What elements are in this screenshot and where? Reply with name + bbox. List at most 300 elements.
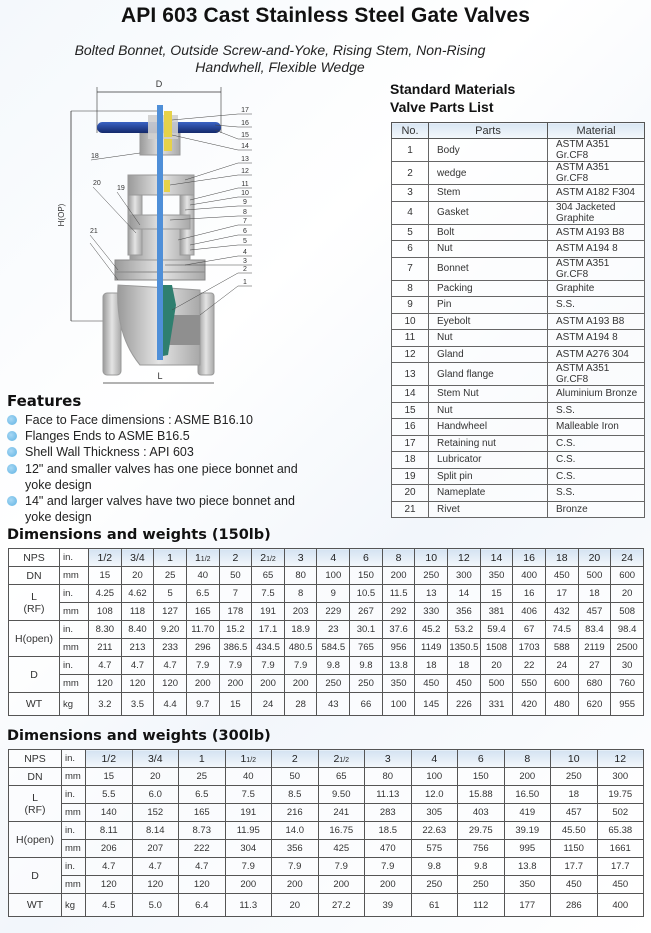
value-cell: 67	[513, 621, 546, 639]
value-cell: 13	[415, 585, 448, 603]
parts-cell-no: 21	[392, 501, 429, 518]
value-cell: 65	[252, 567, 285, 585]
value-cell: 23	[317, 621, 350, 639]
value-cell: 17.7	[597, 858, 644, 876]
value-cell: 13.8	[382, 657, 415, 675]
value-cell: 4.7	[179, 858, 226, 876]
value-cell: 8.11	[86, 822, 133, 840]
table-150lb-title: Dimensions and weights (150lb)	[7, 527, 271, 543]
value-cell: 80	[365, 768, 412, 786]
value-cell: 267	[350, 603, 383, 621]
row-unit: in.	[62, 858, 86, 876]
row-unit: mm	[62, 876, 86, 894]
nps-cell: 12	[448, 549, 481, 567]
parts-cell-no: 6	[392, 241, 429, 258]
value-cell: 127	[154, 603, 187, 621]
callout-label-15: 15	[241, 132, 249, 139]
parts-cell-no: 15	[392, 402, 429, 419]
value-cell: 18	[415, 657, 448, 675]
parts-cell-no: 11	[392, 330, 429, 347]
col-no: No.	[392, 123, 429, 139]
parts-cell-no: 19	[392, 468, 429, 485]
nps-cell: 4	[317, 549, 350, 567]
value-cell: 191	[225, 804, 272, 822]
value-cell: 381	[480, 603, 513, 621]
value-cell: 7.9	[284, 657, 317, 675]
feature-item	[7, 412, 307, 428]
value-cell: 65	[318, 768, 365, 786]
parts-row	[392, 501, 645, 518]
value-cell: 7.9	[365, 858, 412, 876]
value-cell: 8.40	[121, 621, 154, 639]
value-cell: 4.5	[86, 894, 133, 917]
parts-cell-part: Pin	[429, 297, 548, 314]
value-cell: 250	[415, 567, 448, 585]
parts-cell-no: 9	[392, 297, 429, 314]
value-cell: 19.75	[597, 786, 644, 804]
value-cell: 9.8	[458, 858, 505, 876]
callout-label-9: 9	[243, 199, 247, 206]
row-label: NPS	[9, 549, 60, 567]
value-cell: 250	[458, 876, 505, 894]
parts-cell-part: Stem Nut	[429, 386, 548, 403]
feature-item	[7, 493, 307, 525]
row-unit: mm	[60, 567, 89, 585]
nps-cell: 11/2	[186, 549, 219, 567]
value-cell: 165	[179, 804, 226, 822]
feature-item	[7, 461, 307, 493]
value-cell: 7.5	[252, 585, 285, 603]
value-cell: 434.5	[252, 639, 285, 657]
value-cell: 1703	[513, 639, 546, 657]
parts-cell-part: Nut	[429, 402, 548, 419]
row-unit: kg	[60, 693, 89, 716]
callout-leader-14	[172, 135, 238, 150]
parts-cell-material: ASTM A193 B8	[548, 224, 645, 241]
parts-row	[392, 257, 645, 280]
value-cell: 7.9	[272, 858, 319, 876]
dimension-label-l: L	[157, 371, 163, 381]
row-unit: in.	[60, 621, 89, 639]
data-row	[9, 876, 644, 894]
value-cell: 432	[545, 603, 578, 621]
value-cell: 80	[284, 567, 317, 585]
parts-cell-no: 5	[392, 224, 429, 241]
callout-label-17: 17	[241, 107, 249, 114]
value-cell: 403	[458, 804, 505, 822]
subtitle	[60, 42, 500, 76]
value-cell: 200	[272, 876, 319, 894]
table-300lb-title: Dimensions and weights (300lb)	[7, 728, 271, 744]
value-cell: 200	[186, 675, 219, 693]
value-cell: 1661	[597, 840, 644, 858]
value-cell: 450	[551, 876, 598, 894]
value-cell: 59.4	[480, 621, 513, 639]
value-cell: 20	[132, 768, 179, 786]
value-cell: 955	[611, 693, 644, 716]
value-cell: 3.2	[89, 693, 122, 716]
parts-cell-material: C.S.	[548, 452, 645, 469]
parts-cell-part: wedge	[429, 162, 548, 185]
value-cell: 25	[179, 768, 226, 786]
parts-row	[392, 402, 645, 419]
subtitle-line-2: Handwhell, Flexible Wedge	[195, 59, 365, 75]
parts-cell-part: Lubricator	[429, 452, 548, 469]
nps-cell: 24	[611, 549, 644, 567]
value-cell: 2119	[578, 639, 611, 657]
nps-cell: 21/2	[318, 750, 365, 768]
value-cell: 9.50	[318, 786, 365, 804]
data-row	[9, 894, 644, 917]
value-cell: 7.9	[252, 657, 285, 675]
parts-cell-material: Aluminium Bronze	[548, 386, 645, 403]
value-cell: 177	[504, 894, 551, 917]
parts-row	[392, 224, 645, 241]
value-cell: 286	[551, 894, 598, 917]
parts-row	[392, 280, 645, 297]
value-cell: 250	[411, 876, 458, 894]
value-cell: 200	[365, 876, 412, 894]
data-row	[9, 567, 644, 585]
nps-cell: 8	[382, 549, 415, 567]
row-label: D	[9, 657, 60, 693]
callout-label-3: 3	[243, 258, 247, 265]
col-material: Material	[548, 123, 645, 139]
data-row	[9, 675, 644, 693]
nps-cell: 1/2	[86, 750, 133, 768]
value-cell: 995	[504, 840, 551, 858]
value-cell: 18.5	[365, 822, 412, 840]
parts-row	[392, 185, 645, 202]
value-cell: 292	[382, 603, 415, 621]
row-unit: mm	[60, 603, 89, 621]
value-cell: 145	[415, 693, 448, 716]
parts-cell-material: S.S.	[548, 297, 645, 314]
nps-header-row	[9, 750, 644, 768]
value-cell: 233	[154, 639, 187, 657]
data-row	[9, 840, 644, 858]
value-cell: 330	[415, 603, 448, 621]
value-cell: 4.7	[154, 657, 187, 675]
callout-label-2: 2	[243, 266, 247, 273]
value-cell: 45.2	[415, 621, 448, 639]
row-unit: mm	[60, 675, 89, 693]
value-cell: 9	[317, 585, 350, 603]
nps-cell: 6	[458, 750, 505, 768]
value-cell: 9.8	[350, 657, 383, 675]
callout-label-5: 5	[243, 238, 247, 245]
value-cell: 450	[597, 876, 644, 894]
value-cell: 400	[513, 567, 546, 585]
value-cell: 100	[411, 768, 458, 786]
value-cell: 6.0	[132, 786, 179, 804]
row-label: DN	[9, 567, 60, 585]
parts-table-header	[392, 123, 645, 139]
row-label: L (RF)	[9, 786, 62, 822]
callout-leader-13	[185, 163, 238, 180]
value-cell: 18	[551, 786, 598, 804]
parts-row	[392, 468, 645, 485]
value-cell: 11.70	[186, 621, 219, 639]
parts-cell-material: S.S.	[548, 402, 645, 419]
value-cell: 7.9	[225, 858, 272, 876]
value-cell: 140	[86, 804, 133, 822]
value-cell: 7.9	[186, 657, 219, 675]
parts-cell-no: 18	[392, 452, 429, 469]
callout-label-16: 16	[241, 120, 249, 127]
value-cell: 9.20	[154, 621, 187, 639]
data-row	[9, 657, 644, 675]
value-cell: 20	[480, 657, 513, 675]
value-cell: 191	[252, 603, 285, 621]
value-cell: 100	[317, 567, 350, 585]
parts-row	[392, 201, 645, 224]
value-cell: 7	[219, 585, 252, 603]
feature-item	[7, 428, 307, 444]
valve-cross-section-diagram	[0, 75, 380, 395]
value-cell: 8.14	[132, 822, 179, 840]
nps-cell: 12	[597, 750, 644, 768]
parts-cell-material: ASTM A194 8	[548, 330, 645, 347]
value-cell: 150	[458, 768, 505, 786]
callout-label-6: 6	[243, 228, 247, 235]
value-cell: 5	[154, 585, 187, 603]
parts-cell-material: ASTM A351 Gr.CF8	[548, 257, 645, 280]
bullet-icon	[7, 431, 17, 441]
value-cell: 120	[179, 876, 226, 894]
data-row	[9, 603, 644, 621]
parts-cell-no: 3	[392, 185, 429, 202]
value-cell: 11.5	[382, 585, 415, 603]
value-cell: 470	[365, 840, 412, 858]
value-cell: 450	[545, 567, 578, 585]
parts-table	[391, 122, 645, 518]
nps-cell: 3	[284, 549, 317, 567]
value-cell: 16	[513, 585, 546, 603]
parts-cell-part: Bolt	[429, 224, 548, 241]
parts-row	[392, 346, 645, 363]
value-cell: 40	[186, 567, 219, 585]
parts-cell-part: Split pin	[429, 468, 548, 485]
value-cell: 165	[186, 603, 219, 621]
value-cell: 211	[89, 639, 122, 657]
value-cell: 11.13	[365, 786, 412, 804]
value-cell: 575	[411, 840, 458, 858]
nps-cell: 3	[365, 750, 412, 768]
value-cell: 216	[272, 804, 319, 822]
value-cell: 200	[225, 876, 272, 894]
features-title: Features	[7, 392, 82, 410]
value-cell: 400	[597, 894, 644, 917]
value-cell: 112	[458, 894, 505, 917]
value-cell: 760	[611, 675, 644, 693]
row-unit: in.	[62, 786, 86, 804]
value-cell: 83.4	[578, 621, 611, 639]
bullet-icon	[7, 496, 17, 506]
value-cell: 600	[611, 567, 644, 585]
parts-cell-material: S.S.	[548, 485, 645, 502]
callout-label-14: 14	[241, 143, 249, 150]
value-cell: 9.7	[186, 693, 219, 716]
value-cell: 6.4	[179, 894, 226, 917]
value-cell: 37.6	[382, 621, 415, 639]
value-cell: 4.7	[86, 858, 133, 876]
nps-cell: 4	[411, 750, 458, 768]
parts-cell-material: Bronze	[548, 501, 645, 518]
row-label: NPS	[9, 750, 62, 768]
parts-cell-no: 17	[392, 435, 429, 452]
parts-row	[392, 297, 645, 314]
parts-cell-material: C.S.	[548, 435, 645, 452]
value-cell: 17.1	[252, 621, 285, 639]
value-cell: 4.4	[154, 693, 187, 716]
value-cell: 550	[513, 675, 546, 693]
value-cell: 30	[611, 657, 644, 675]
value-cell: 765	[350, 639, 383, 657]
value-cell: 25	[154, 567, 187, 585]
parts-cell-no: 14	[392, 386, 429, 403]
value-cell: 11.3	[225, 894, 272, 917]
value-cell: 108	[89, 603, 122, 621]
parts-cell-part: Stem	[429, 185, 548, 202]
row-unit: in.	[60, 549, 89, 567]
callout-leader-5	[190, 245, 238, 250]
value-cell: 229	[317, 603, 350, 621]
callout-leader-17	[172, 114, 238, 120]
nps-cell: 14	[480, 549, 513, 567]
row-unit: in.	[62, 750, 86, 768]
value-cell: 419	[504, 804, 551, 822]
nps-header-row	[9, 549, 644, 567]
data-row	[9, 639, 644, 657]
data-row	[9, 804, 644, 822]
value-cell: 20	[611, 585, 644, 603]
parts-cell-material: 304 Jacketed Graphite	[548, 201, 645, 224]
bullet-icon	[7, 464, 17, 474]
dimension-label-d: D	[155, 79, 163, 89]
parts-cell-part: Gland flange	[429, 363, 548, 386]
parts-list-heading: Standard Materials Valve Parts List	[390, 81, 516, 115]
parts-row	[392, 139, 645, 162]
value-cell: 350	[382, 675, 415, 693]
parts-row	[392, 363, 645, 386]
nps-cell: 3/4	[132, 750, 179, 768]
value-cell: 480.5	[284, 639, 317, 657]
value-cell: 680	[578, 675, 611, 693]
value-cell: 4.25	[89, 585, 122, 603]
value-cell: 27.2	[318, 894, 365, 917]
value-cell: 120	[89, 675, 122, 693]
callout-label-18: 18	[91, 153, 99, 160]
value-cell: 203	[284, 603, 317, 621]
bullet-icon	[7, 447, 17, 457]
value-cell: 500	[578, 567, 611, 585]
value-cell: 14.0	[272, 822, 319, 840]
value-cell: 15	[86, 768, 133, 786]
nps-cell: 1	[179, 750, 226, 768]
nps-cell: 10	[551, 750, 598, 768]
value-cell: 386.5	[219, 639, 252, 657]
value-cell: 7.5	[225, 786, 272, 804]
value-cell: 250	[551, 768, 598, 786]
value-cell: 200	[318, 876, 365, 894]
nps-cell: 16	[513, 549, 546, 567]
value-cell: 15.2	[219, 621, 252, 639]
parts-row	[392, 162, 645, 185]
value-cell: 120	[86, 876, 133, 894]
value-cell: 8	[284, 585, 317, 603]
value-cell: 4.7	[89, 657, 122, 675]
parts-cell-part: Retaining nut	[429, 435, 548, 452]
parts-row	[392, 330, 645, 347]
value-cell: 502	[597, 804, 644, 822]
row-unit: in.	[60, 585, 89, 603]
value-cell: 296	[186, 639, 219, 657]
col-parts: Parts	[429, 123, 548, 139]
feature-text: Flanges Ends to ASME B16.5	[25, 429, 190, 444]
nps-cell: 2	[219, 549, 252, 567]
nps-cell: 21/2	[252, 549, 285, 567]
value-cell: 12.0	[411, 786, 458, 804]
value-cell: 120	[132, 876, 179, 894]
nps-cell: 3/4	[121, 549, 154, 567]
value-cell: 8.30	[89, 621, 122, 639]
parts-cell-no: 2	[392, 162, 429, 185]
value-cell: 241	[318, 804, 365, 822]
parts-cell-material: ASTM A194 8	[548, 241, 645, 258]
value-cell: 27	[578, 657, 611, 675]
value-cell: 200	[219, 675, 252, 693]
nps-cell: 8	[504, 750, 551, 768]
parts-cell-part: Packing	[429, 280, 548, 297]
value-cell: 18	[578, 585, 611, 603]
value-cell: 11.95	[225, 822, 272, 840]
value-cell: 283	[365, 804, 412, 822]
parts-cell-material: ASTM A351 Gr.CF8	[548, 139, 645, 162]
data-row	[9, 585, 644, 603]
value-cell: 356	[448, 603, 481, 621]
value-cell: 120	[154, 675, 187, 693]
value-cell: 420	[513, 693, 546, 716]
callout-label-11: 11	[241, 181, 249, 188]
parts-cell-no: 7	[392, 257, 429, 280]
row-unit: kg	[62, 894, 86, 917]
value-cell: 207	[132, 840, 179, 858]
parts-cell-part: Handwheel	[429, 419, 548, 436]
value-cell: 9.8	[411, 858, 458, 876]
value-cell: 300	[597, 768, 644, 786]
value-cell: 45.50	[551, 822, 598, 840]
value-cell: 1508	[480, 639, 513, 657]
parts-cell-part: Body	[429, 139, 548, 162]
value-cell: 226	[448, 693, 481, 716]
value-cell: 250	[317, 675, 350, 693]
row-unit: mm	[62, 768, 86, 786]
callout-label-10: 10	[241, 190, 249, 197]
value-cell: 28	[284, 693, 317, 716]
parts-cell-no: 10	[392, 313, 429, 330]
value-cell: 39.19	[504, 822, 551, 840]
value-cell: 425	[318, 840, 365, 858]
parts-cell-part: Gasket	[429, 201, 548, 224]
value-cell: 213	[121, 639, 154, 657]
value-cell: 480	[545, 693, 578, 716]
row-unit: mm	[62, 804, 86, 822]
data-row	[9, 621, 644, 639]
callout-label-1: 1	[243, 279, 247, 286]
feature-text: Shell Wall Thickness : API 603	[25, 445, 194, 460]
value-cell: 17.7	[551, 858, 598, 876]
